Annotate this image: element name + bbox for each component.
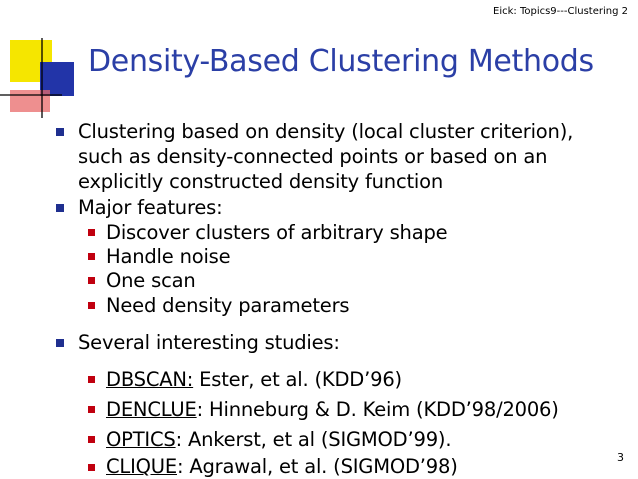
sub-bullet-marker bbox=[88, 406, 95, 413]
study-link-optics[interactable]: OPTICS bbox=[106, 428, 176, 451]
study-citation: : Ankerst, et al (SIGMOD’99). bbox=[175, 428, 452, 451]
study-link-clique[interactable]: CLIQUE bbox=[106, 455, 177, 478]
bullet-text: Clustering based on density (local cluster criterion), bbox=[78, 120, 574, 143]
sub-bullet-marker bbox=[88, 253, 95, 260]
sub-bullet-marker bbox=[88, 229, 95, 236]
sub-bullet-marker bbox=[88, 376, 95, 383]
sub-bullet-text: Handle noise bbox=[106, 245, 231, 268]
study-link-dbscan[interactable]: DBSCAN: bbox=[106, 368, 194, 391]
study-item bbox=[106, 398, 559, 422]
page-number: 3 bbox=[617, 451, 624, 464]
study-link-denclue[interactable]: DENCLUE bbox=[106, 398, 197, 421]
study-item bbox=[106, 368, 402, 392]
bullet-marker bbox=[56, 339, 64, 347]
slide-title: Density-Based Clustering Methods bbox=[88, 44, 594, 79]
bullet-marker bbox=[56, 128, 64, 136]
sub-bullet-marker bbox=[88, 464, 95, 471]
study-citation: Ester, et al. (KDD’96) bbox=[193, 368, 402, 391]
bullet-text: Major features: bbox=[78, 196, 223, 219]
study-item bbox=[106, 455, 458, 479]
bullet-text: such as density-connected points or based on an bbox=[78, 145, 548, 168]
slide-header-note: Eick: Topics9---Clustering 2 bbox=[493, 6, 628, 17]
sub-bullet-marker bbox=[88, 277, 95, 284]
sub-bullet-marker bbox=[88, 302, 95, 309]
sub-bullet-text: Discover clusters of arbitrary shape bbox=[106, 221, 448, 244]
sub-bullet-text: One scan bbox=[106, 269, 196, 292]
bullet-text: Several interesting studies: bbox=[78, 331, 340, 354]
study-item bbox=[106, 428, 451, 452]
bullet-text: explicitly constructed density function bbox=[78, 170, 444, 193]
study-citation: : Hinneburg & D. Keim (KDD’98/2006) bbox=[196, 398, 559, 421]
study-citation: : Agrawal, et al. (SIGMOD’98) bbox=[176, 455, 458, 478]
sub-bullet-text: Need density parameters bbox=[106, 294, 350, 317]
bullet-marker bbox=[56, 204, 64, 212]
sub-bullet-marker bbox=[88, 436, 95, 443]
